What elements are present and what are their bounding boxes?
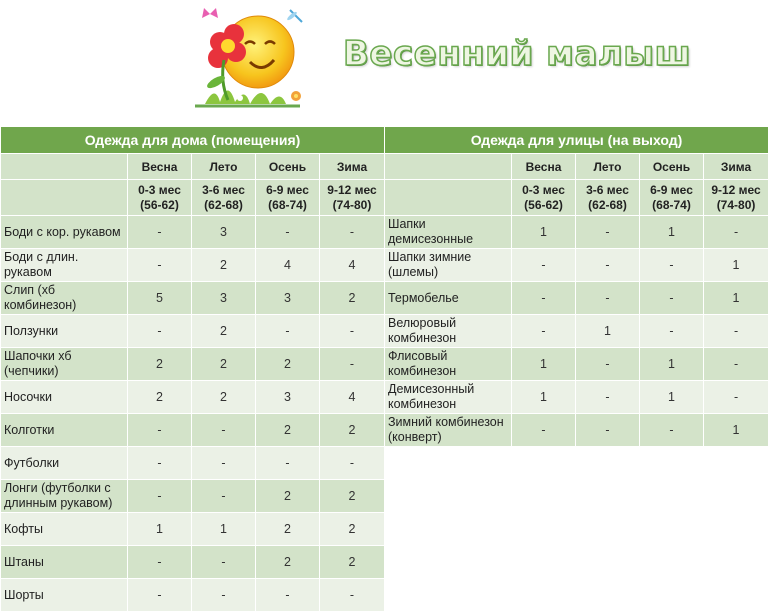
table-row xyxy=(385,348,769,381)
quantity-cell: 2 xyxy=(320,480,385,513)
quantity-cell: 2 xyxy=(320,414,385,447)
outdoor-table-header xyxy=(385,127,769,154)
quantity-cell: 3 xyxy=(256,381,320,414)
quantity-cell: 2 xyxy=(256,480,320,513)
quantity-cell: 2 xyxy=(256,348,320,381)
table-row xyxy=(385,414,769,447)
table-row xyxy=(1,447,385,480)
quantity-cell: 2 xyxy=(192,348,256,381)
quantity-cell: 2 xyxy=(128,381,192,414)
quantity-cell: 1 xyxy=(704,414,769,447)
quantity-cell: - xyxy=(704,348,769,381)
quantity-cell: 2 xyxy=(320,282,385,315)
item-name: Шапки зимние (шлемы) xyxy=(385,249,512,282)
home-table-body xyxy=(1,216,385,612)
age-cell: 6-9 мес (68-74) xyxy=(256,180,320,216)
home-table-title: Одежда для дома (помещения) xyxy=(1,127,385,154)
table-row xyxy=(385,282,769,315)
table-row xyxy=(385,381,769,414)
item-name: Ползунки xyxy=(1,315,128,348)
season-cell: Лето xyxy=(576,154,640,180)
quantity-cell: - xyxy=(128,546,192,579)
item-name: Термобелье xyxy=(385,282,512,315)
age-cell: 0-3 мес (56-62) xyxy=(512,180,576,216)
age-cell: 9-12 мес (74-80) xyxy=(320,180,385,216)
quantity-cell: - xyxy=(640,414,704,447)
quantity-cell: - xyxy=(320,579,385,612)
quantity-cell: - xyxy=(192,414,256,447)
season-cell: Осень xyxy=(256,154,320,180)
item-name: Боди с кор. рукавом xyxy=(1,216,128,249)
quantity-cell: - xyxy=(192,546,256,579)
item-name: Слип (хб комбинезон) xyxy=(1,282,128,315)
season-row xyxy=(385,154,769,180)
quantity-cell: - xyxy=(256,447,320,480)
outdoor-table-body xyxy=(385,216,769,447)
quantity-cell: - xyxy=(576,249,640,282)
table-row xyxy=(1,546,385,579)
quantity-cell: 1 xyxy=(640,381,704,414)
age-row xyxy=(385,180,769,216)
age-row xyxy=(1,180,385,216)
season-cell: Зима xyxy=(320,154,385,180)
item-name: Кофты xyxy=(1,513,128,546)
age-cell: 3-6 мес (62-68) xyxy=(192,180,256,216)
age-cell: 9-12 мес (74-80) xyxy=(704,180,769,216)
season-cell: Зима xyxy=(704,154,769,180)
quantity-cell: 1 xyxy=(128,513,192,546)
table-row xyxy=(1,480,385,513)
quantity-cell: - xyxy=(320,348,385,381)
quantity-cell: - xyxy=(576,216,640,249)
quantity-cell: - xyxy=(512,315,576,348)
item-name: Шапки демисезонные xyxy=(385,216,512,249)
smiley-flower-icon xyxy=(190,4,330,112)
quantity-cell: - xyxy=(192,480,256,513)
quantity-cell: - xyxy=(192,447,256,480)
quantity-cell: 2 xyxy=(192,315,256,348)
quantity-cell: 2 xyxy=(256,546,320,579)
quantity-cell: 2 xyxy=(192,249,256,282)
season-cell: Весна xyxy=(512,154,576,180)
item-name: Велюровый комбинезон xyxy=(385,315,512,348)
outdoor-table-title: Одежда для улицы (на выход) xyxy=(385,127,769,154)
age-cell: 3-6 мес (62-68) xyxy=(576,180,640,216)
item-name: Шорты xyxy=(1,579,128,612)
quantity-cell: 1 xyxy=(576,315,640,348)
season-cell: Лето xyxy=(192,154,256,180)
quantity-cell: 2 xyxy=(320,513,385,546)
quantity-cell: - xyxy=(128,579,192,612)
quantity-cell: - xyxy=(128,447,192,480)
quantity-cell: - xyxy=(128,414,192,447)
item-name: Футболки xyxy=(1,447,128,480)
quantity-cell: - xyxy=(256,315,320,348)
quantity-cell: - xyxy=(640,315,704,348)
age-cell: 0-3 мес (56-62) xyxy=(128,180,192,216)
quantity-cell: 2 xyxy=(320,546,385,579)
home-clothing-table xyxy=(0,126,385,612)
table-row xyxy=(1,282,385,315)
quantity-cell: - xyxy=(704,216,769,249)
outdoor-clothing-table xyxy=(384,126,769,447)
quantity-cell: - xyxy=(576,348,640,381)
table-row xyxy=(1,315,385,348)
item-name: Штаны xyxy=(1,546,128,579)
quantity-cell: - xyxy=(576,282,640,315)
home-table-header xyxy=(1,127,385,154)
table-row xyxy=(385,249,769,282)
table-row xyxy=(385,315,769,348)
season-cell: Осень xyxy=(640,154,704,180)
table-row xyxy=(1,249,385,282)
table-row xyxy=(1,414,385,447)
quantity-cell: 2 xyxy=(128,348,192,381)
item-name: Демисезонный комбинезон xyxy=(385,381,512,414)
quantity-cell: 3 xyxy=(192,282,256,315)
quantity-cell: - xyxy=(320,315,385,348)
table-row xyxy=(1,216,385,249)
quantity-cell: - xyxy=(320,216,385,249)
page-header xyxy=(0,0,770,125)
quantity-cell: 1 xyxy=(640,216,704,249)
quantity-cell: 5 xyxy=(128,282,192,315)
season-cell: Весна xyxy=(128,154,192,180)
quantity-cell: - xyxy=(512,414,576,447)
quantity-cell: 2 xyxy=(192,381,256,414)
item-name: Флисовый комбинезон xyxy=(385,348,512,381)
item-name: Зимний комбинезон (конверт) xyxy=(385,414,512,447)
quantity-cell: - xyxy=(128,216,192,249)
quantity-cell: - xyxy=(320,447,385,480)
item-name: Колготки xyxy=(1,414,128,447)
quantity-cell: - xyxy=(576,414,640,447)
item-name: Лонги (футболки с длинным рукавом) xyxy=(1,480,128,513)
page-title: Весенний малыш xyxy=(343,34,692,74)
table-row xyxy=(1,513,385,546)
quantity-cell: 4 xyxy=(320,381,385,414)
item-name: Боди с длин. рукавом xyxy=(1,249,128,282)
quantity-cell: 4 xyxy=(320,249,385,282)
quantity-cell: - xyxy=(640,249,704,282)
quantity-cell: - xyxy=(192,579,256,612)
quantity-cell: - xyxy=(256,579,320,612)
quantity-cell: - xyxy=(704,381,769,414)
item-name: Шапочки хб (чепчики) xyxy=(1,348,128,381)
table-row xyxy=(1,348,385,381)
quantity-cell: 1 xyxy=(512,216,576,249)
quantity-cell: 1 xyxy=(704,282,769,315)
quantity-cell: - xyxy=(704,315,769,348)
season-row xyxy=(1,154,385,180)
quantity-cell: - xyxy=(128,315,192,348)
quantity-cell: 4 xyxy=(256,249,320,282)
quantity-cell: - xyxy=(512,282,576,315)
quantity-cell: - xyxy=(128,480,192,513)
quantity-cell: 3 xyxy=(192,216,256,249)
quantity-cell: - xyxy=(512,249,576,282)
table-row xyxy=(1,579,385,612)
quantity-cell: 1 xyxy=(640,348,704,381)
item-name: Носочки xyxy=(1,381,128,414)
table-row xyxy=(1,381,385,414)
quantity-cell: 1 xyxy=(512,381,576,414)
quantity-cell: - xyxy=(128,249,192,282)
quantity-cell: 3 xyxy=(256,282,320,315)
quantity-cell: 2 xyxy=(256,414,320,447)
quantity-cell: 1 xyxy=(192,513,256,546)
quantity-cell: 1 xyxy=(704,249,769,282)
age-cell: 6-9 мес (68-74) xyxy=(640,180,704,216)
table-row xyxy=(385,216,769,249)
quantity-cell: - xyxy=(640,282,704,315)
quantity-cell: - xyxy=(256,216,320,249)
quantity-cell: - xyxy=(576,381,640,414)
quantity-cell: 1 xyxy=(512,348,576,381)
quantity-cell: 2 xyxy=(256,513,320,546)
